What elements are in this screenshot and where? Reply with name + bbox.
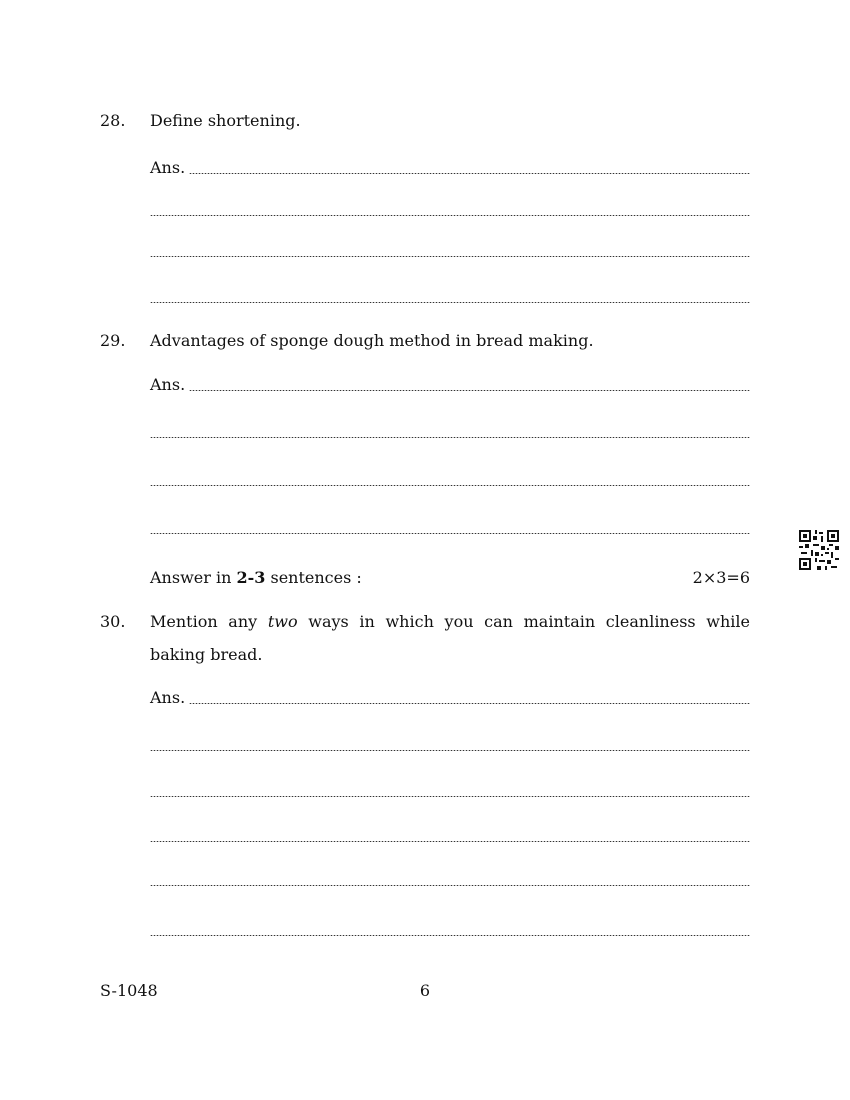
page-number: 6	[419, 981, 431, 1000]
question-text-part: Mention any	[150, 612, 268, 631]
dotted-line	[150, 533, 750, 534]
dotted-line	[150, 437, 750, 438]
dotted-line	[189, 390, 750, 391]
answer-line[interactable]	[150, 920, 750, 940]
question-text-part: ways in which you can maintain cleanliness while baking bread.	[150, 612, 750, 664]
answer-line[interactable]	[150, 735, 750, 755]
question-number: 30.	[100, 612, 126, 631]
question-text: Advantages of sponge dough method in bread making.	[150, 331, 594, 350]
footer-code: S-1048	[100, 981, 158, 1000]
answer-line[interactable]	[150, 241, 750, 261]
answer-line[interactable]	[150, 375, 750, 395]
emphasis-text: two	[267, 612, 298, 631]
answer-line[interactable]	[150, 518, 750, 538]
answer-line[interactable]	[150, 422, 750, 442]
dotted-line	[189, 173, 750, 174]
answer-line[interactable]	[150, 200, 750, 220]
dotted-line	[150, 302, 750, 303]
answer-line[interactable]	[150, 688, 750, 708]
instruction-text: sentences :	[265, 568, 362, 587]
answer-label: Ans.	[150, 158, 186, 177]
qr-code-icon	[799, 530, 839, 570]
dotted-line	[150, 256, 750, 257]
dotted-line	[150, 750, 750, 751]
answer-label: Ans.	[150, 375, 186, 394]
answer-line[interactable]	[150, 470, 750, 490]
instruction-range: 2-3	[236, 568, 266, 587]
answer-line[interactable]	[150, 158, 750, 178]
section-instruction	[150, 567, 362, 589]
answer-line[interactable]	[150, 826, 750, 846]
answer-line[interactable]	[150, 781, 750, 801]
question-number: 28.	[100, 111, 126, 130]
section-marks: 2×3=6	[692, 568, 750, 587]
dotted-line	[150, 215, 750, 216]
dotted-line	[150, 935, 750, 936]
answer-line[interactable]	[150, 870, 750, 890]
dotted-line	[150, 796, 750, 797]
answer-line[interactable]	[150, 287, 750, 307]
instruction-text: Answer in	[150, 568, 237, 587]
question-text: Define shortening.	[150, 111, 301, 130]
dotted-line	[150, 841, 750, 842]
dotted-line	[150, 885, 750, 886]
answer-label: Ans.	[150, 688, 186, 707]
question-number: 29.	[100, 331, 126, 350]
question-text	[150, 605, 750, 671]
dotted-line	[189, 703, 750, 704]
dotted-line	[150, 485, 750, 486]
